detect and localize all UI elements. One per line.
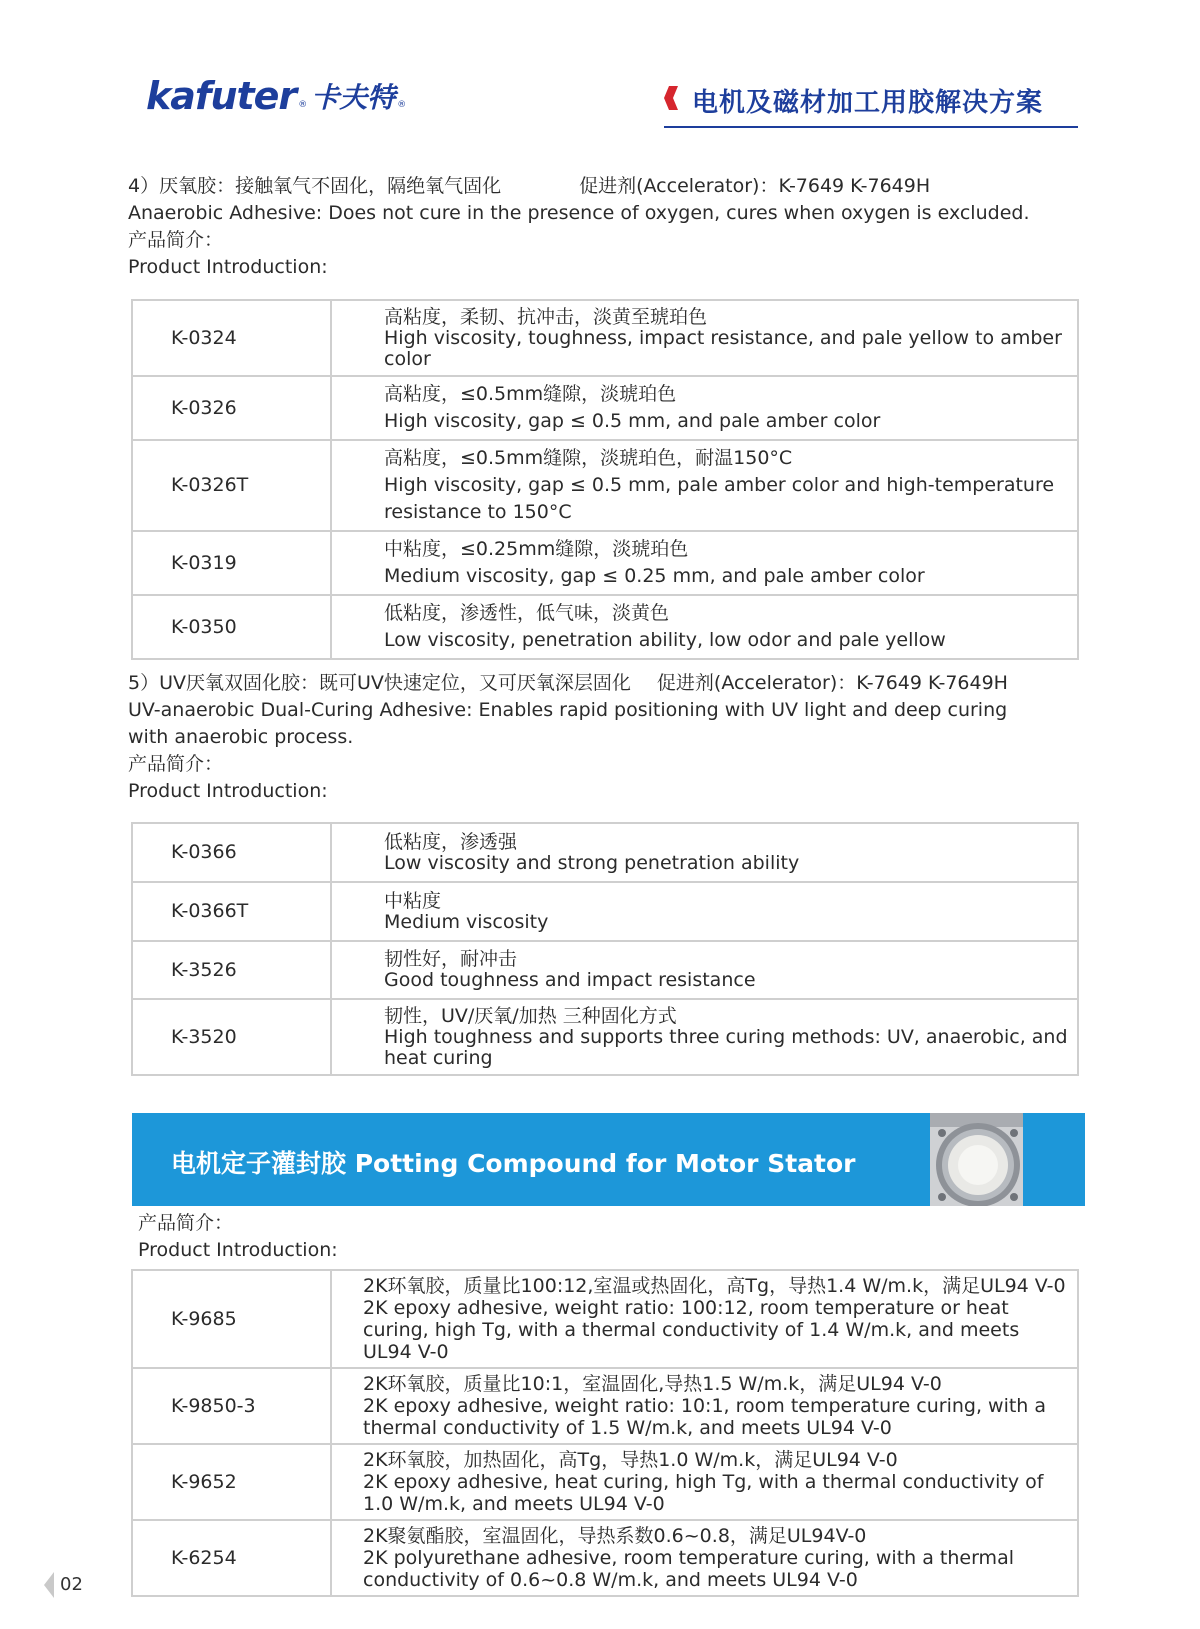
section4-intro-cn: 产品简介： [128, 229, 224, 251]
section5-intro-cn: 产品简介： [128, 753, 224, 775]
description-cn: 高粘度，≤0.5mm缝隙，淡琥珀色，耐温150°C [384, 447, 793, 469]
product-description [331, 999, 1078, 1075]
product-description [331, 1270, 1078, 1368]
motor-stator-icon [930, 1113, 1023, 1206]
description-cn: 高粘度，≤0.5mm缝隙，淡琥珀色 [384, 383, 677, 405]
product-code: K-3520 [132, 999, 331, 1075]
section5-heading-en-line1: UV-anaerobic Dual-Curing Adhesive: Enables rapid positioning with UV light and deep curing [128, 699, 1008, 721]
description-en: High viscosity, gap ≤ 0.5 mm, pale amber color and high-temperature resistance to 150°C [384, 474, 1055, 523]
product-description [331, 882, 1078, 941]
description-en: High viscosity, toughness, impact resistance, and pale yellow to amber color [384, 326, 1062, 370]
table-row [132, 999, 1078, 1075]
product-description [331, 823, 1078, 882]
description-en: Medium viscosity [384, 910, 549, 933]
brand-logo [146, 76, 406, 116]
page-tab-icon [44, 1572, 54, 1598]
table-row [132, 531, 1078, 595]
section4-intro-en: Product Introduction: [128, 256, 328, 278]
section5-heading-cn: 5）UV厌氧双固化胶：既可UV快速定位，又可厌氧深层固化 [128, 672, 631, 694]
logo-wordmark: kafuter [146, 74, 297, 118]
page-number-tab [44, 1570, 88, 1600]
section-banner [132, 1113, 1085, 1206]
table-row [132, 300, 1078, 376]
description-en: 2K epoxy adhesive, weight ratio: 10:1, room temperature curing, with a thermal conductivity of 1.5 W/m.k, and meets UL94 V-0 [363, 1395, 1047, 1439]
description-en: Good toughness and impact resistance [384, 969, 756, 991]
description-en: 2K epoxy adhesive, heat curing, high Tg, with a thermal conductivity of 1.0 W/m.k, and meets UL94 V-0 [363, 1471, 1044, 1515]
product-code: K-3526 [132, 941, 331, 999]
table-row [132, 376, 1078, 440]
table-row [132, 882, 1078, 941]
product-code: K-0326 [132, 376, 331, 440]
product-code: K-0350 [132, 595, 331, 659]
potting-intro-cn: 产品简介： [138, 1212, 234, 1234]
section4-heading-cn: 4）厌氧胶：接触氧气不固化，隔绝氧气固化 [128, 175, 502, 197]
product-code: K-6254 [132, 1520, 331, 1596]
description-cn: 2K环氧胶，质量比10:1，室温固化,导热1.5 W/m.k，满足UL94 V-0 [363, 1373, 942, 1395]
description-en: Low viscosity and strong penetration ability [384, 851, 800, 874]
description-cn: 2K环氧胶，质量比100:12,室温或热固化，高Tg，导热1.4 W/m.k，满足UL94 V-0 [363, 1275, 1066, 1297]
description-cn: 高粘度，柔韧、抗冲击，淡黄至琥珀色 [384, 305, 708, 328]
table-row [132, 1270, 1078, 1368]
section4-accelerator: 促进剂(Accelerator)：K-7649 K-7649H [579, 175, 931, 197]
section4-heading-en: Anaerobic Adhesive: Does not cure in the presence of oxygen, cures when oxygen is excluded. [128, 202, 1030, 224]
description-cn: 低粘度，渗透强 [384, 830, 518, 853]
section5-heading [128, 670, 1008, 697]
document-header [664, 78, 1078, 128]
anaerobic-product-table [131, 299, 1079, 660]
product-description [331, 1520, 1078, 1596]
product-description [331, 531, 1078, 595]
table-row [132, 1520, 1078, 1596]
logo-chinese-name: 卡夫特 [311, 81, 396, 114]
product-description [331, 300, 1078, 376]
description-cn: 韧性，UV/厌氧/加热 三种固化方式 [384, 1004, 677, 1027]
banner-title: 电机定子灌封胶 Potting Compound for Motor Stator [171, 1149, 856, 1178]
product-code: K-0366 [132, 823, 331, 882]
product-code: K-9685 [132, 1270, 331, 1368]
section5-heading-en-line2: with anaerobic process. [128, 726, 354, 748]
section4-heading [128, 173, 930, 200]
product-description [331, 440, 1078, 531]
product-description [331, 941, 1078, 999]
registered-mark: ® [298, 100, 308, 110]
product-code: K-0366T [132, 882, 331, 941]
section5-accelerator: 促进剂(Accelerator)：K-7649 K-7649H [656, 672, 1008, 694]
table-row [132, 440, 1078, 531]
page-number: 02 [60, 1574, 83, 1595]
potting-product-table [131, 1269, 1079, 1597]
table-row [132, 595, 1078, 659]
product-description [331, 595, 1078, 659]
product-code: K-9652 [132, 1444, 331, 1520]
product-code: K-9850-3 [132, 1368, 331, 1444]
product-code: K-0319 [132, 531, 331, 595]
description-en: High viscosity, gap ≤ 0.5 mm, and pale amber color [384, 410, 881, 432]
description-cn: 中粘度，≤0.25mm缝隙，淡琥珀色 [384, 538, 689, 560]
description-en: Medium viscosity, gap ≤ 0.25 mm, and pale amber color [384, 565, 925, 587]
table-row [132, 1444, 1078, 1520]
potting-intro-en: Product Introduction: [138, 1239, 338, 1261]
table-row [132, 823, 1078, 882]
section5-intro-en: Product Introduction: [128, 780, 328, 802]
description-cn: 低粘度，渗透性，低气味，淡黄色 [384, 602, 670, 624]
description-cn: 2K环氧胶，加热固化，高Tg，导热1.0 W/m.k，满足UL94 V-0 [363, 1449, 898, 1471]
document-title: 电机及磁材加工用胶解决方案 [692, 88, 1044, 118]
product-code: K-0324 [132, 300, 331, 376]
bracket-mark-icon [664, 86, 678, 110]
table-row [132, 1368, 1078, 1444]
product-description [331, 1368, 1078, 1444]
uv-anaerobic-product-table [131, 822, 1079, 1076]
description-en: High toughness and supports three curing methods: UV, anaerobic, and heat curing [384, 1025, 1068, 1069]
description-cn: 中粘度 [384, 889, 442, 912]
product-description [331, 376, 1078, 440]
registered-mark: ® [397, 100, 407, 110]
table-row [132, 941, 1078, 999]
description-en: 2K epoxy adhesive, weight ratio: 100:12, room temperature or heat curing, high Tg, with a thermal conductivity of 1.4 W/m.k, and meets UL94 V-0 [363, 1297, 1020, 1363]
product-description [331, 1444, 1078, 1520]
description-en: Low viscosity, penetration ability, low odor and pale yellow [384, 629, 946, 651]
motor-stator-photo [930, 1113, 1023, 1206]
description-en: 2K polyurethane adhesive, room temperature curing, with a thermal conductivity of 0.6~0.8 W/m.k, and meets UL94 V-0 [363, 1547, 1014, 1591]
product-code: K-0326T [132, 440, 331, 531]
description-cn: 韧性好，耐冲击 [384, 948, 518, 970]
description-cn: 2K聚氨酯胶，室温固化，导热系数0.6~0.8，满足UL94V-0 [363, 1525, 867, 1547]
